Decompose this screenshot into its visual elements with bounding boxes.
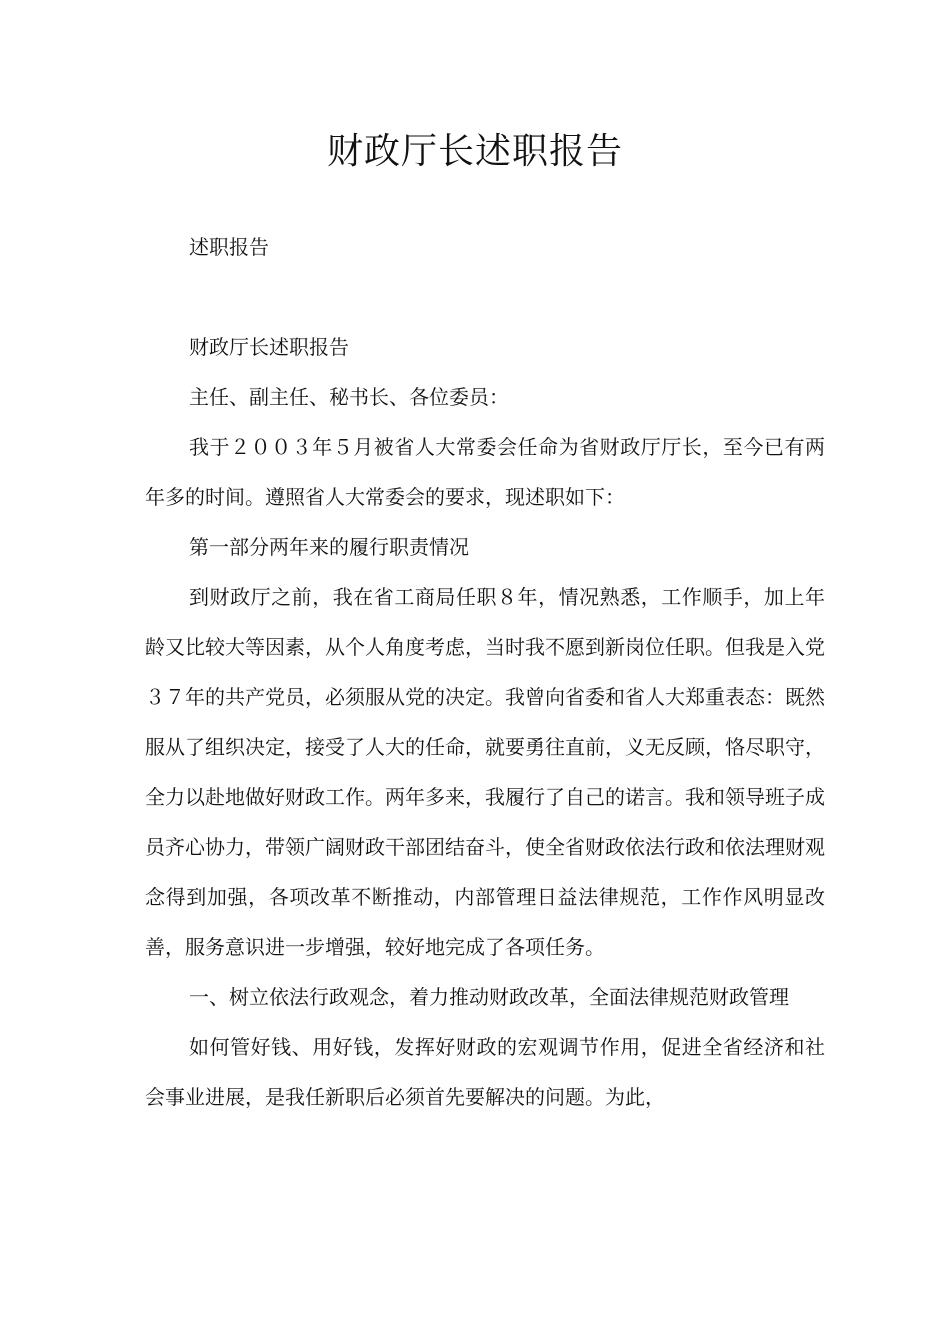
blank-line [145, 272, 825, 322]
paragraph-background: 到财政厅之前，我在省工商局任职８年，情况熟悉，工作顺手，加上年龄又比较大等因素，从个人角度考虑，当时我不愿到新岗位任职。但我是入党３７年的共产党员，必须服从党的决定。我曾向省委和省人大郑重表态：既然服从了组织决定，接受了人大的任命，就要勇往直前，义无反顾，恪尽职守，全力以赴地做好财政工作。两年多来，我履行了自己的诺言。我和领导班子成员齐心协力，带领广阔财政干部团结奋斗，使全省财政依法行政和依法理财观念得到加强，各项改革不断推动，内部管理日益法律规范，工作作风明显改善，服务意识进一步增强，较好地完成了各项任务。 [145, 585, 825, 959]
document-title: 财政厅长述职报告 [326, 131, 623, 172]
paragraph-report-label: 述职报告 [189, 235, 269, 259]
paragraph-section-one-heading: 一、树立依法行政观念，着力推动财政改革，全面法律规范财政管理 [189, 985, 789, 1009]
paragraph-report-title: 财政厅长述职报告 [189, 335, 349, 359]
document-body [145, 222, 825, 1122]
paragraph-section-one-body: 如何管好钱、用好钱，发挥好财政的宏观调节作用，促进全省经济和社会事业进展，是我任新职后必须首先要解决的问题。为此， [145, 1035, 825, 1109]
paragraph-salutation: 主任、副主任、秘书长、各位委员： [189, 385, 509, 409]
paragraph-part-one-heading: 第一部分两年来的履行职责情况 [189, 535, 469, 559]
paragraph-intro: 我于２００３年５月被省人大常委会任命为省财政厅厅长，至今已有两年多的时间。遵照省人大常委会的要求，现述职如下： [145, 435, 825, 509]
